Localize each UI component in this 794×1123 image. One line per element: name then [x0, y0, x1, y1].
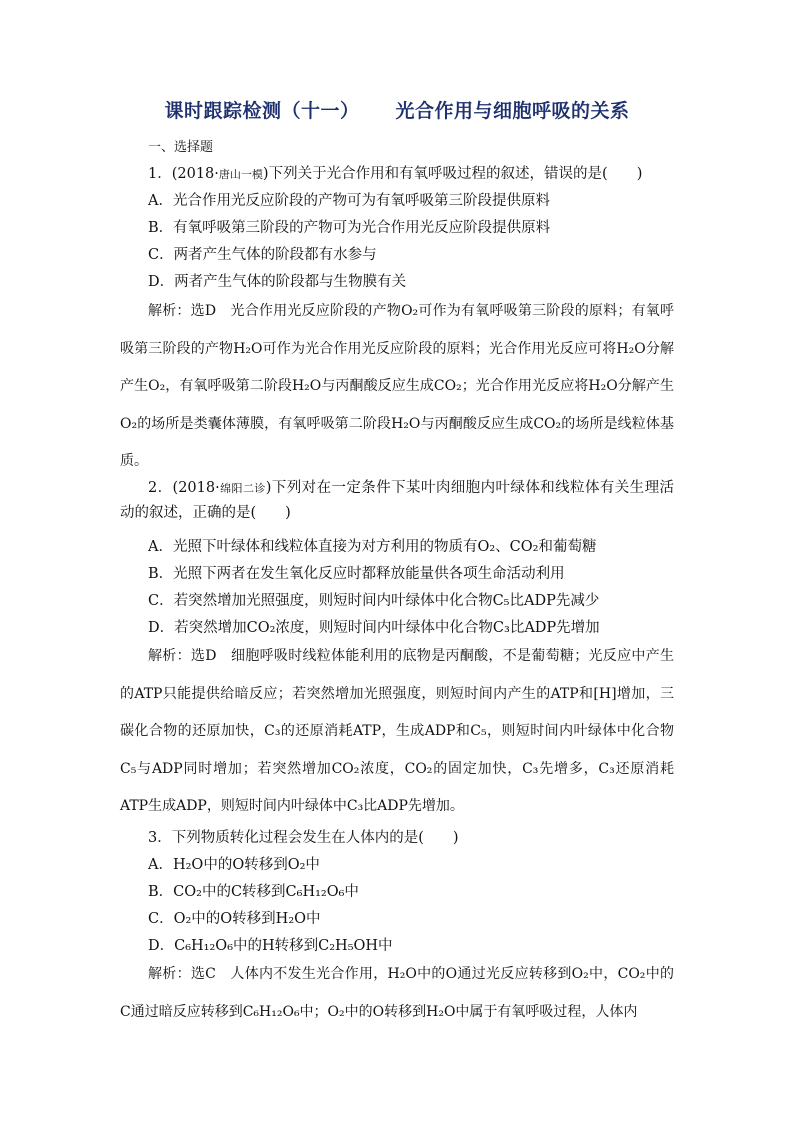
q3-analysis: 解析：选C 人体内不发生光合作用，H₂O中的O通过光反应转移到O₂中，CO₂中的C通过暗反应转移到C₆H₁₂O₆中；O₂中的O转移到H₂O中属于有氧呼吸过程，人体内	[120, 966, 674, 1020]
q2-option-d: D．若突然增加CO₂浓度，则短时间内叶绿体中化合物C₃比ADP先增加	[148, 620, 600, 636]
q1-option-b: B．有氧呼吸第三阶段的产物可为光合作用光反应阶段提供原料	[148, 220, 551, 236]
q2-analysis: 解析：选D 细胞呼吸时线粒体能利用的底物是丙酮酸，不是葡萄糖；光反应中产生的ATP只能提供给暗反应；若突然增加光照强度，则短时间内产生的ATP和[H]增加，三碳化合物的还原加快，C₃的还原消耗ATP，生成ADP和C₅，则短时间内叶绿体中化合物C₅与ADP同时增加；若突然增加CO₂浓度，CO₂的固定加快，C₃先增多，C₃还原消耗ATP生成ADP，则短时间内叶绿体中C₃比ADP先增加。	[120, 648, 674, 814]
q3-option-c: C．O₂中的O转移到H₂O中	[148, 911, 321, 927]
q3-option-a: A．H₂O中的O转移到O₂中	[148, 857, 320, 873]
q2-stem: 2．(2018·绵阳二诊)下列对在一定条件下某叶肉细胞内叶绿体和线粒体有关生理活动的叙述，正确的是( )	[120, 480, 675, 521]
q2-option-a: A．光照下叶绿体和线粒体直接为对方利用的物质有O₂、CO₂和葡萄糖	[148, 539, 597, 555]
page-title	[0, 96, 794, 123]
q3-option-d: D．C₆H₁₂O₆中的H转移到C₂H₅OH中	[148, 938, 393, 954]
q1-option-d: D．两者产生气体的阶段都与生物膜有关	[148, 274, 407, 290]
q2-option-b: B．光照下两者在发生氧化反应时都释放能量供各项生命活动利用	[148, 566, 565, 582]
title-left: 课时跟踪检测（十一）	[164, 100, 360, 122]
q3-stem: 3．下列物质转化过程会发生在人体内的是( )	[148, 830, 459, 846]
q1-stem: 1．(2018·唐山一模)下列关于光合作用和有氧呼吸过程的叙述，错误的是( )	[148, 166, 643, 182]
title-right: 光合作用与细胞呼吸的关系	[395, 100, 630, 122]
section-heading: 一、选择题	[148, 140, 214, 155]
q1-option-c: C．两者产生气体的阶段都有水参与	[148, 247, 377, 263]
q3-option-b: B．CO₂中的C转移到C₆H₁₂O₆中	[148, 884, 359, 900]
q1-analysis: 解析：选D 光合作用光反应阶段的产物O₂可作为有氧呼吸第三阶段的原料；有氧呼吸第三阶段的产物H₂O可作为光合作用光反应阶段的原料；光合作用光反应可将H₂O分解产生O₂，有氧呼吸第二阶段H₂O与丙酮酸反应生成CO₂；光合作用光反应将H₂O分解产生O₂的场所是类囊体薄膜，有氧呼吸第二阶段H₂O与丙酮酸反应生成CO₂的场所是线粒体基质。	[120, 303, 674, 469]
q2-option-c: C．若突然增加光照强度，则短时间内叶绿体中化合物C₅比ADP先减少	[148, 593, 600, 609]
q1-option-a: A．光合作用光反应阶段的产物可为有氧呼吸第三阶段提供原料	[148, 193, 550, 209]
